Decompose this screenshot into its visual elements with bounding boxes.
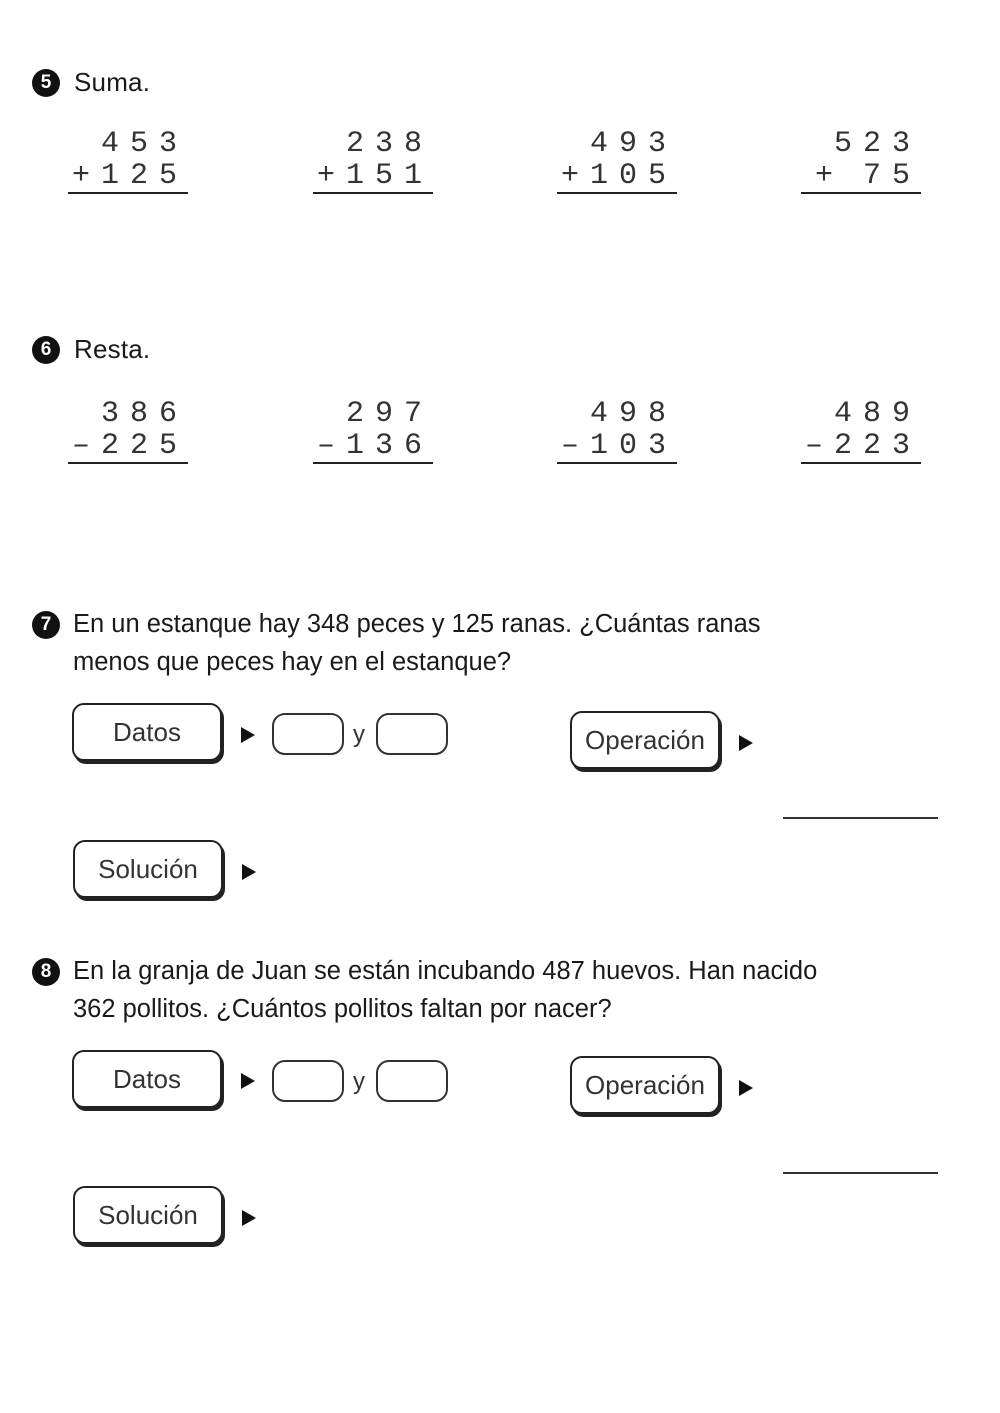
- exercise-number-badge: 5: [32, 69, 60, 97]
- result-line: [313, 192, 433, 194]
- operand-top: 493: [589, 127, 677, 161]
- operand-bottom: 103: [589, 429, 677, 463]
- resta-operation: [557, 398, 677, 462]
- resta-operation: [68, 398, 188, 462]
- answer-box-dato-1[interactable]: [272, 713, 344, 755]
- plus-sign: +: [815, 159, 834, 193]
- operand-bottom: 225: [100, 429, 188, 463]
- arrow-right-icon: [739, 1080, 753, 1096]
- operand-top: 498: [589, 397, 677, 431]
- resta-operation: [801, 398, 921, 462]
- result-line: [801, 192, 921, 194]
- datos-label-box: Datos: [72, 703, 222, 761]
- suma-operation: [557, 128, 677, 192]
- y-connector: y: [353, 1068, 365, 1095]
- suma-operation: [801, 128, 921, 192]
- operand-bottom: 125: [100, 159, 188, 193]
- suma-heading: Suma.: [74, 67, 151, 97]
- minus-sign: –: [805, 429, 824, 463]
- operacion-label-box: Operación: [570, 711, 720, 769]
- operand-top: 297: [345, 397, 433, 431]
- exercise-number-badge: 6: [32, 336, 60, 364]
- result-line: [313, 462, 433, 464]
- solucion-label-box: Solución: [73, 1186, 223, 1244]
- operand-top: 489: [833, 397, 921, 431]
- arrow-right-icon: [242, 1210, 256, 1226]
- solucion-label-box: Solución: [73, 840, 223, 898]
- operand-top: 386: [100, 397, 188, 431]
- result-line: [557, 462, 677, 464]
- plus-sign: +: [317, 159, 336, 193]
- suma-operation: [313, 128, 433, 192]
- operand-top: 453: [100, 127, 188, 161]
- problem-statement: [73, 952, 953, 1028]
- minus-sign: –: [72, 429, 91, 463]
- result-line: [801, 462, 921, 464]
- operand-top: 238: [345, 127, 433, 161]
- resta-operation: [313, 398, 433, 462]
- plus-sign: +: [561, 159, 580, 193]
- problem-line: En la granja de Juan se están incubando 487 huevos. Han nacido: [73, 957, 818, 985]
- arrow-right-icon: [739, 735, 753, 751]
- operation-answer-line[interactable]: [783, 1172, 938, 1174]
- operand-bottom: 136: [345, 429, 433, 463]
- answer-box-dato-1[interactable]: [272, 1060, 344, 1102]
- result-line: [557, 192, 677, 194]
- arrow-right-icon: [241, 1073, 255, 1089]
- minus-sign: –: [317, 429, 336, 463]
- datos-label-box: Datos: [72, 1050, 222, 1108]
- problem-line: menos que peces hay en el estanque?: [73, 648, 512, 676]
- operand-bottom: 75: [862, 159, 921, 193]
- operation-answer-line[interactable]: [783, 817, 938, 819]
- operand-bottom: 223: [833, 429, 921, 463]
- answer-box-dato-2[interactable]: [376, 1060, 448, 1102]
- answer-box-dato-2[interactable]: [376, 713, 448, 755]
- problem-line: 362 pollitos. ¿Cuántos pollitos faltan por nacer?: [73, 995, 612, 1023]
- operand-top: 523: [833, 127, 921, 161]
- resta-heading: Resta.: [74, 334, 151, 364]
- operand-bottom: 151: [345, 159, 433, 193]
- result-line: [68, 462, 188, 464]
- exercise-number-badge: 7: [32, 611, 60, 639]
- problem-statement: [73, 605, 953, 681]
- minus-sign: –: [561, 429, 580, 463]
- operacion-label-box: Operación: [570, 1056, 720, 1114]
- plus-sign: +: [72, 159, 91, 193]
- arrow-right-icon: [242, 864, 256, 880]
- operand-bottom: 105: [589, 159, 677, 193]
- arrow-right-icon: [241, 727, 255, 743]
- problem-line: En un estanque hay 348 peces y 125 ranas. ¿Cuántas ranas: [73, 610, 761, 638]
- exercise-number-badge: 8: [32, 958, 60, 986]
- suma-operation: [68, 128, 188, 192]
- y-connector: y: [353, 721, 365, 748]
- result-line: [68, 192, 188, 194]
